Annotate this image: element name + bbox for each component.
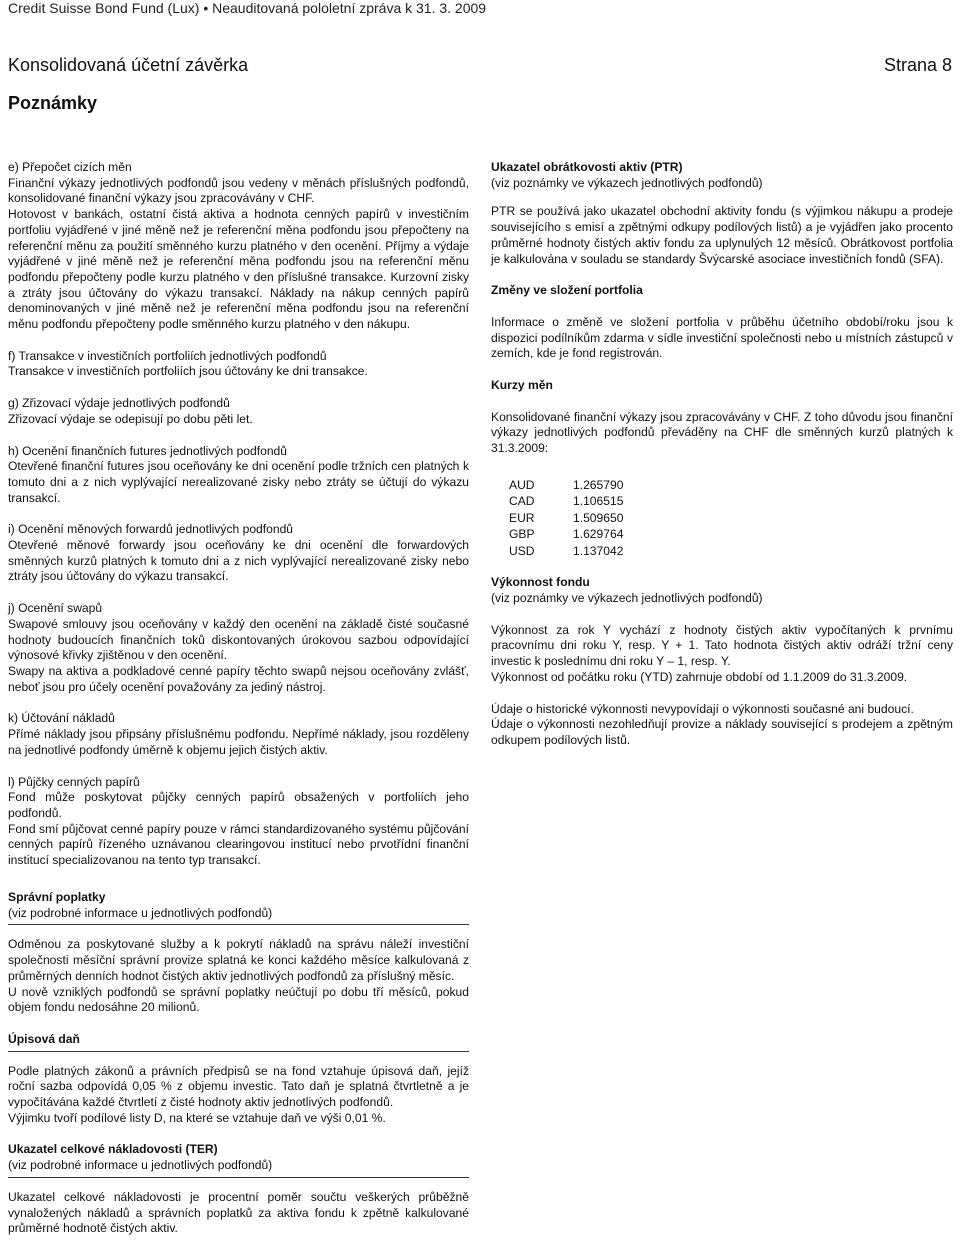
section-divider [8, 1051, 469, 1052]
subscription-tax-section [8, 1032, 469, 1127]
section-e-title: e) Přepočet cizích měn [8, 160, 132, 174]
table-row [509, 477, 623, 494]
subscription-tax-text-1: Podle platných zákonů a právních předpisů se na fond vztahuje úpisová daň, jejíž roční sazba odpovídá 0,05 % z objemu investic. Tato daň je splatná čtvrtletně a je vypočítávána každé čtvrtletí z čisté hodnoty aktiv jednotlivých podfondů. [8, 1063, 469, 1110]
section-i [8, 522, 469, 585]
section-j-title: j) Ocenění swapů [8, 601, 103, 616]
ter-text: Ukazatel celkové nákladovosti je procentní poměr součtu veškerých průběžně vynaložených nákladů a správních poplatků za aktiva fondu k zpětně kalkulované průměrné hodnotě čistých aktiv. [8, 1189, 469, 1236]
ter-title: Ukazatel celkové nákladovosti (TER) [8, 1142, 218, 1157]
section-g-title: g) Zřizovací výdaje jednotlivých podfondů [8, 396, 230, 411]
section-divider [8, 1177, 469, 1178]
section-f-title: f) Transakce v investičních portfoliích jednotlivých podfondů [8, 348, 327, 363]
report-header: Credit Suisse Bond Fund (Lux) • Neauditovaná pololetní zpráva k 31. 3. 2009 [8, 0, 487, 16]
exchange-rates-section [491, 378, 953, 559]
portfolio-changes-text: Informace o změně ve složení portfolia v průběhu účetního období/roku jsou k dispozici podílníkům zdarma v sídle investiční společnosti nebo u místních zástupců v zemích, kde je fond registrován. [491, 314, 953, 361]
management-fees-text-1: Odměnou za poskytované služby a k pokrytí nákladů na správu náleží investiční společnosti měsíční správní provize splatná ke konci každého měsíce kalkulovaná z průměrných denních hodnot čistých aktiv jednotlivých podfondů za příslušný měsíc. [8, 937, 469, 983]
section-g-text: Zřizovací výdaje se odepisují po dobu pěti let. [8, 411, 253, 426]
management-fees-subtitle: (viz podrobné informace u jednotlivých podfondů) [8, 905, 273, 920]
currency-code: USD [509, 543, 535, 558]
currency-code: EUR [509, 510, 535, 525]
exchange-rates-title: Kurzy měn [491, 378, 553, 393]
ptr-text: PTR se používá jako ukazatel obchodní aktivity fondu (s výjimkou nákupu a prodeje souvisejícího s emisí a zpětnými odkupy podílových listů) a je vyjádřen jako procento průměrné hodnoty čistých aktiv fondu za uplynulých 12 měsíců. Obrátkovost portfolia je kalkulována v souladu se standardy Švýcarské asociace investičních fondů (SFA). [491, 204, 953, 266]
section-e-text-2: Hotovost v bankách, ostatní čistá aktiva a hodnota cenných papírů v investičním portfoliu vyjádřené v jiné měně než je referenční měna podfondu jsou přepočteny na referenční měnu za použití směnného kurzu platného v den ocenění. Příjmy a výdaje vyjádřené v jiné měně než je referenční měna podfondu jsou na referenční měnu podfondu přepočteny podle kurzu platného v den příslušné transakce. Kurzovní zisky a ztráty jsou účtovány do výkazu transakcí. Náklady na nákup cenných papírů denominovaných v jiné měně než je referenční měna podfondu jsou na referenční měnu podfondu přepočteny podle směnného kurzu platného v den nákupu. [8, 207, 469, 332]
performance-text-3: Údaje o historické výkonnosti nevypovídají o výkonnosti současné ani budoucí. [491, 701, 914, 716]
ptr-subtitle: (viz poznámky ve výkazech jednotlivých podfondů) [491, 175, 763, 190]
performance-text-1: Výkonnost za rok Y vychází z hodnoty čistých aktiv vypočítaných k prvnímu pracovnímu dni roku Y, resp. Y + 1. Tato hodnota čistých aktiv odráží tržní ceny investic k poslednímu dni roku Y – 1, resp. Y. [491, 622, 953, 669]
section-i-text: Otevřené měnové forwardy jsou oceňovány ke dni ocenění dle forwardových směnných kurzů platných k tomuto dni a z nich vyplývající nerealizované zisky nebo ztráty jsou účtovány do výkazu transakcí. [8, 538, 469, 584]
ptr-section [491, 160, 953, 267]
section-divider [8, 924, 469, 925]
table-row [509, 493, 623, 510]
page-subheading: Poznámky [8, 93, 98, 113]
section-k-title: k) Účtování nákladů [8, 711, 115, 726]
management-fees-title: Správní poplatky [8, 890, 106, 904]
bottom-column [8, 890, 469, 1237]
currency-rate: 1.509650 [573, 510, 624, 525]
exchange-rates-text: Konsolidované finanční výkazy jsou zpracovávány v CHF. Z toho důvodu jsou finanční výkazy jednotlivých podfondů převáděny na CHF dle směnných kurzů platných k 31.3.2009: [491, 409, 953, 456]
subscription-tax-text-2: Výjimku tvoří podílové listy D, na které se vztahuje daň ve výši 0,01 %. [8, 1110, 386, 1125]
table-row [509, 510, 623, 527]
section-g [8, 396, 469, 427]
section-l-text-2: Fond smí půjčovat cenné papíry pouze v rámci standardizovaného systému půjčování cenných papírů řízeného uznávanou clearingovou institucí nebo prvotřídní finanční institucí specializovanou na tento typ transakcí. [8, 821, 469, 868]
section-j [8, 601, 469, 695]
section-h-title: h) Ocenění finančních futures jednotlivých podfondů [8, 443, 288, 458]
ptr-title: Ukazatel obrátkovosti aktiv (PTR) [491, 160, 683, 174]
currency-rate: 1.106515 [573, 494, 624, 509]
section-k [8, 711, 469, 758]
section-l-text-1: Fond může poskytovat půjčky cenných papírů obsažených v portfoliích jeho podfondů. [8, 790, 469, 820]
subscription-tax-title: Úpisová daň [8, 1031, 80, 1046]
section-i-title: i) Ocenění měnových forwardů jednotlivých podfondů [8, 522, 294, 537]
section-f-text: Transakce v investičních portfoliích jsou účtovány ke dni transakce. [8, 364, 368, 379]
ter-subtitle: (viz podrobné informace u jednotlivých podfondů) [8, 1158, 273, 1173]
section-l-title: l) Půjčky cenných papírů [8, 774, 140, 789]
section-k-text: Přímé náklady jsou připsány příslušnému podfondu. Nepřímé náklady, jsou rozděleny na jednotlivé podfondy úměrně k objemu jejich čistých aktiv. [8, 727, 469, 757]
management-fees-section [8, 890, 469, 1016]
section-h-text: Otevřené finanční futures jsou oceňovány ke dni ocenění podle tržních cen platných k tomuto dni a z nich vyplývající nerealizované zisky nebo ztráty se účtují do výkazu transakcí. [8, 459, 469, 505]
table-row [509, 526, 623, 543]
section-f [8, 349, 469, 380]
portfolio-changes-section [491, 283, 953, 362]
section-e-text-1: Finanční výkazy jednotlivých podfondů jsou vedeny v měnách příslušných podfondů, konsolidované finanční výkazy jsou zpracovávány v CHF. [8, 175, 469, 206]
currency-rate: 1.265790 [573, 477, 624, 492]
section-j-text-1: Swapové smlouvy jsou oceňovány v každý den ocenění na základě čisté současné hodnoty budoucích finančních toků diskontovaných úrokovou sazbou odpovídající výnosové křivky zjištěnou v den ocenění. [8, 616, 469, 663]
title-row [8, 55, 952, 77]
section-e [8, 160, 469, 333]
section-title: Konsolidovaná účetní závěrka [8, 55, 249, 75]
currency-code: GBP [509, 527, 535, 542]
section-l [8, 775, 469, 869]
currency-code: CAD [509, 494, 535, 509]
section-j-text-2: Swapy na aktiva a podkladové cenné papíry těchto swapů nejsou oceňovány zvlášť, neboť jsou pro účely ocenění považovány za jediný nástroj. [8, 663, 469, 694]
portfolio-changes-title: Změny ve složení portfolia [491, 283, 643, 298]
performance-section [491, 575, 953, 748]
performance-text-4: Údaje o výkonnosti nezohledňují provize a náklady související s prodejem a zpětným odkupem podílových listů. [491, 717, 953, 747]
left-column [8, 160, 469, 869]
page-number: Strana 8 [883, 55, 952, 75]
performance-text-2: Výkonnost od počátku roku (YTD) zahrnuje období od 1.1.2009 do 31.3.2009. [491, 669, 908, 684]
currency-rate: 1.137042 [573, 543, 624, 558]
table-row [509, 543, 623, 560]
exchange-rates-table [509, 477, 623, 560]
currency-code: AUD [509, 477, 535, 492]
ter-section [8, 1142, 469, 1237]
right-column [491, 160, 953, 749]
section-h [8, 444, 469, 507]
currency-rate: 1.629764 [573, 527, 624, 542]
performance-subtitle: (viz poznámky ve výkazech jednotlivých podfondů) [491, 591, 763, 606]
management-fees-text-2: U nově vzniklých podfondů se správní poplatky neúčtují po dobu tří měsíců, pokud objem fondu nedosáhne 20 milionů. [8, 984, 469, 1015]
performance-title: Výkonnost fondu [491, 575, 590, 590]
